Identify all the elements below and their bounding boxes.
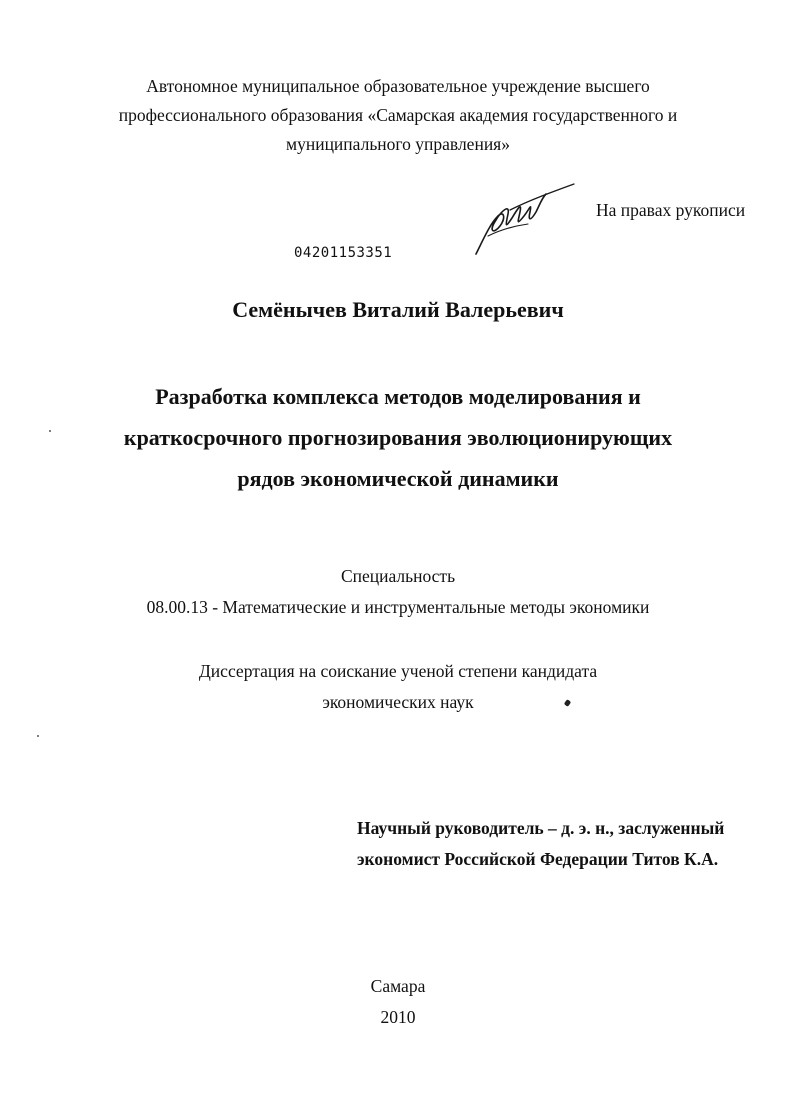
registration-number: 04201153351 xyxy=(294,245,393,261)
supervisor-block xyxy=(357,813,724,875)
author-name: Семёнычев Виталий Валерьевич xyxy=(232,297,564,322)
degree-line-1: Диссертация на соискание ученой степени кандидата xyxy=(198,661,598,681)
handwritten-signature xyxy=(470,180,580,260)
supervisor-line-2: экономист Российской Федерации Титов К.А. xyxy=(357,849,719,869)
specialty-value: 08.00.13 - Математические и инструментальные методы экономики xyxy=(146,597,650,617)
institution-line-1: Автономное муниципальное образовательное учреждение высшего xyxy=(146,76,650,96)
degree-statement xyxy=(0,656,796,718)
scan-dot xyxy=(49,430,51,432)
institution-line-3: муниципального управления» xyxy=(286,134,510,154)
dissertation-title xyxy=(0,376,796,499)
city: Самара xyxy=(370,976,426,996)
specialty-block xyxy=(0,561,796,623)
title-line-2: краткосрочного прогнозирования эволюционирующих xyxy=(123,425,673,450)
year: 2010 xyxy=(380,1007,416,1027)
supervisor-line-1: Научный руководитель – д. э. н., заслуженный xyxy=(357,818,725,838)
title-line-3: рядов экономической динамики xyxy=(237,466,559,491)
specialty-label: Специальность xyxy=(340,566,456,586)
institution-line-2: профессионального образования «Самарская академия государственного и xyxy=(118,105,678,125)
title-line-1: Разработка комплекса методов моделирования и xyxy=(155,384,641,409)
place-and-year xyxy=(0,971,796,1033)
degree-line-2: экономических наук xyxy=(322,692,474,712)
manuscript-rights-note: На правах рукописи xyxy=(596,200,746,220)
scan-dot xyxy=(37,735,39,737)
institution-block xyxy=(0,72,796,159)
